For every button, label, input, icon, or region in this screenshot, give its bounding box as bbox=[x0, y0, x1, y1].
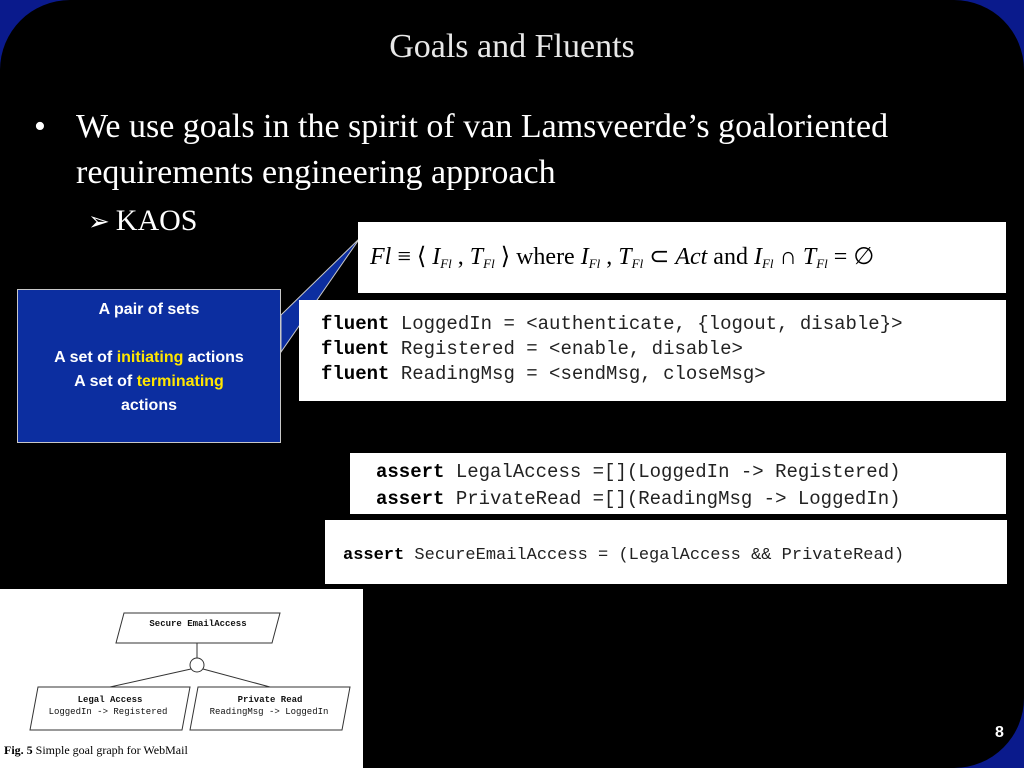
slide-number: 8 bbox=[995, 724, 1004, 741]
goal-graph-diagram bbox=[0, 589, 363, 739]
callout-line-initiating: A set of initiating actions bbox=[54, 349, 244, 366]
slide-title: Goals and Fluents bbox=[389, 28, 635, 65]
private-read-body: ReadingMsg -> LoggedIn bbox=[209, 707, 329, 717]
sub-bullet-text: KAOS bbox=[115, 204, 198, 237]
callout-line-actions: actions bbox=[120, 397, 177, 414]
root-goal-label: Secure EmailAccess bbox=[149, 619, 247, 629]
figure-caption: Fig. 5 Simple goal graph for WebMail bbox=[4, 743, 188, 757]
and-refinement-node bbox=[190, 658, 204, 672]
edge-left bbox=[110, 669, 191, 687]
callout-box bbox=[17, 289, 281, 443]
callout-line-terminating: A set of terminating bbox=[74, 373, 224, 390]
fluent-declarations bbox=[299, 300, 1006, 401]
edge-right bbox=[203, 669, 270, 687]
legal-access-body: LoggedIn -> Registered bbox=[48, 707, 168, 717]
assert-line: assert LegalAccess =[](LoggedIn -> Registered) bbox=[376, 461, 901, 483]
callout-heading: A pair of sets bbox=[98, 301, 200, 318]
secure-email-assert: assert SecureEmailAccess = (LegalAccess && PrivateRead) bbox=[325, 520, 1007, 584]
assert-declarations bbox=[350, 453, 1006, 514]
fluent-line: fluent Registered = <enable, disable> bbox=[321, 338, 743, 360]
initiating-highlight: initiating bbox=[116, 349, 184, 366]
private-read-title: Private Read bbox=[237, 695, 303, 705]
fluent-definition-formula: Fl ≡ ⟨ $I_{Fl}$ , $T_{Fl}$ ⟩ where $I_{Fl}$ , $T_{Fl}$ ⊂ Act and $I_{Fl}$ ∩ $T_{Fl}$ = ∅ bbox=[358, 222, 1006, 293]
bullet-text: We use goals in the spirit of van Lamsveerde’s goaloriented requirements engineering approach bbox=[76, 108, 889, 191]
fluent-line: fluent ReadingMsg = <sendMsg, closeMsg> bbox=[321, 363, 766, 385]
assert-line: assert PrivateRead =[](ReadingMsg -> LoggedIn) bbox=[376, 488, 901, 510]
arrow-bullet-icon: ➢ bbox=[88, 207, 110, 236]
fluent-line: fluent LoggedIn = <authenticate, {logout, disable}> bbox=[321, 313, 903, 335]
goal-graph-figure bbox=[0, 589, 363, 768]
bullet-dot: • bbox=[34, 108, 46, 145]
legal-access-title: Legal Access bbox=[77, 695, 143, 705]
terminating-highlight: terminating bbox=[136, 373, 224, 390]
